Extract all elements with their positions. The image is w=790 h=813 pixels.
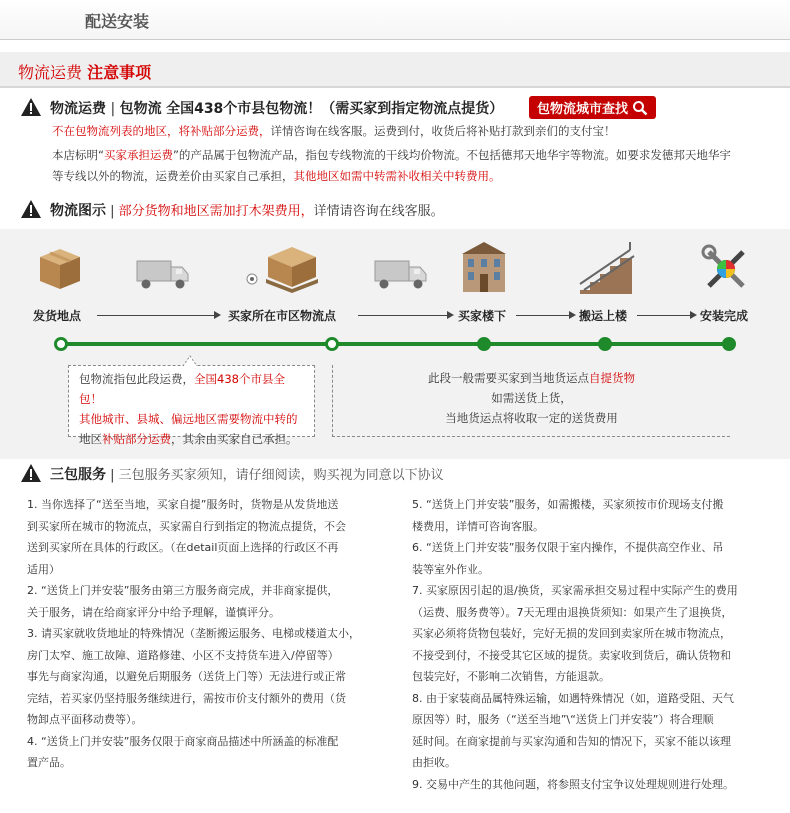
arrow-line xyxy=(516,315,570,316)
service-term-line: 由拒收。 xyxy=(412,756,456,769)
callout-box-local xyxy=(332,365,730,437)
service-term-line: （运费、服务费等）。7天无理由退换货须知：如果产生了退换货， xyxy=(412,605,733,619)
service-term-line: 房门太窄、施工故障、道路修建、小区不支持货车进入/停留等） xyxy=(27,648,339,662)
service-term-line: 原因等）时，服务（“送至当地”\“送货上门并安装”）将合理顺 xyxy=(412,713,714,726)
service-term-line: 楼费用，详情可咨询客服。 xyxy=(412,519,544,533)
service-term-line: 8. 由于家装商品属特殊运输，如遇特殊情况（如，道路受阻、天气 xyxy=(412,691,734,705)
callout2-line3: 当地货运点将收取一定的送货费用 xyxy=(445,411,618,425)
service-term-line: 1. 当你选择了“送至当地，买家自提”服务时，货物是从发货地送 xyxy=(27,498,339,511)
truck-icon xyxy=(374,258,428,290)
search-icon xyxy=(632,100,648,116)
service-term-line: 送到买家所在具体的行政区。（在detail页面上选择的行政区不再 xyxy=(27,541,339,554)
warning-icon xyxy=(20,463,42,483)
service-term-line: 买家必须将货物包装好，完好无损的发回到卖家所在城市物流点， xyxy=(412,627,731,640)
tools-icon xyxy=(701,244,751,294)
callout-pointer xyxy=(183,355,197,366)
service-term-line: 延时间。在商家提前与买家沟通和告知的情况下，买家不能以该理 xyxy=(412,734,731,748)
arrow-line xyxy=(358,315,448,316)
service-term-line: 物卸点平面移动费等）。 xyxy=(27,713,143,726)
arrow-line xyxy=(97,315,215,316)
service-term-line: 9. 交易中产生的其他问题，将参照支付宝争议处理规则进行处理。 xyxy=(412,777,734,791)
page-title: 配送安装 xyxy=(85,12,150,31)
box-icon xyxy=(35,243,85,291)
city-search-button[interactable] xyxy=(529,96,656,119)
arrow-line xyxy=(637,315,691,316)
building-icon xyxy=(459,240,509,294)
service-term-line: 2. “送货上门并安装”服务由第三方服务商完成，并非商家提供， xyxy=(27,584,339,597)
service-term-line: 7. 买家原因引起的退/换货，买家需承担交易过程中实际产生的费用 xyxy=(412,584,738,597)
banner-title xyxy=(18,60,151,83)
service-term-line: 置产品。 xyxy=(27,756,71,769)
service-term-line: 装等室外作业。 xyxy=(412,562,489,576)
shipping-heading: 物流运费 | 包物流 全国438个市县包物流！（需买家到指定物流点提货） xyxy=(50,101,504,117)
callout1-line1: 包物流指包此段运费，全国438个市县全包！ xyxy=(79,372,285,406)
step-label-install-done: 安装完成 xyxy=(700,309,749,323)
timeline-node-install-done xyxy=(722,337,736,351)
timeline-node-city-point xyxy=(325,337,339,351)
shipping-line2: 本店标明“买家承担运费”的产品属于包物流产品，指包专线物流的干线均价物流。不包括德邦天地华宇等物流。如要求发德邦天地华宇 xyxy=(52,148,731,162)
step-label-downstairs: 买家楼下 xyxy=(458,309,507,323)
service-term-line: 6. “送货上门并安装”服务仅限于室内操作，不提供高空作业、吊 xyxy=(412,541,724,554)
arrow-head xyxy=(447,311,454,319)
service-term-line: 关于服务，请在给商家评分中给予理解，谨慎评分。 xyxy=(27,605,280,619)
timeline-node-downstairs xyxy=(477,337,491,351)
warning-icon xyxy=(20,97,42,117)
service-term-line: 事先与商家沟通，以避免后期服务（送货上门等）无法进行或正常 xyxy=(27,670,346,683)
callout-box-freight xyxy=(68,365,315,446)
arrow-head xyxy=(214,311,221,319)
stairs-icon xyxy=(576,240,638,296)
callout2-line2: 如需送货上货， xyxy=(491,391,572,405)
step-label-city-point: 买家所在市区物流点 xyxy=(228,309,337,323)
timeline-line xyxy=(60,342,730,346)
city-search-label: 包物流城市查找 xyxy=(537,102,629,117)
service-term-line: 到买家所在城市的物流点，买家需自行到指定的物流点提货，不会 xyxy=(27,519,346,533)
arrow-head xyxy=(690,311,697,319)
shipping-line3: 等专线以外的物流，运费差价由买家自己承担，其他地区如需中转需补收相关中转费用。 xyxy=(52,169,501,183)
service-heading: 三包服务 | 三包服务买家须知，请仔细阅读，购买视为同意以下协议 xyxy=(50,467,444,483)
banner-part1: 物流运费 xyxy=(18,63,83,82)
service-term-line: 4. “送货上门并安装”服务仅限于商家商品描述中所涵盖的标准配 xyxy=(27,734,339,748)
service-term-line: 不接受到付，不接受其它区域的提货。卖家收到货后，确认货物和 xyxy=(412,648,731,662)
timeline-node-carry-upstairs xyxy=(598,337,612,351)
service-term-line: 完结，若买家仍坚持服务继续进行，需按市价支付额外的费用（货 xyxy=(27,691,346,705)
service-term-line: 5. “送货上门并安装”服务，如需搬楼，买家须按市价现场支付搬 xyxy=(412,498,724,511)
banner-part2: 注意事项 xyxy=(87,63,152,82)
diagram-heading: 物流图示 | 部分货物和地区需加打木架费用，详情请咨询在线客服。 xyxy=(50,203,444,219)
shipping-line1: 不在包物流列表的地区，将补贴部分运费，详情咨询在线客服。运费到付，收货后将补贴打款到亲们的支付宝！ xyxy=(52,124,616,138)
callout1-line3: 地区补贴部分运费，其余由买家自己承担。 xyxy=(79,432,298,446)
callout2-line1: 此段一般需要买家到当地货运点自提货物 xyxy=(428,371,635,385)
target-dot-icon xyxy=(246,273,258,285)
service-terms-right xyxy=(412,494,782,795)
service-term-line: 适用） xyxy=(27,562,60,576)
warning-icon xyxy=(20,199,42,219)
timeline-node-origin xyxy=(54,337,68,351)
step-label-carry-upstairs: 搬运上楼 xyxy=(579,309,628,323)
service-terms-left xyxy=(27,494,397,774)
truck-icon xyxy=(136,258,190,290)
callout1-line2: 其他城市、县城、偏远地区需要物流中转的 xyxy=(79,412,298,426)
service-term-line: 包装完好，不影响二次销售，方能退款。 xyxy=(412,670,610,683)
service-term-line: 3. 请买家就收货地址的特殊情况（垄断搬运服务、电梯或楼道太小， xyxy=(27,627,360,640)
pallet-boxes-icon xyxy=(262,243,322,295)
arrow-head xyxy=(569,311,576,319)
step-label-origin: 发货地点 xyxy=(33,309,82,323)
